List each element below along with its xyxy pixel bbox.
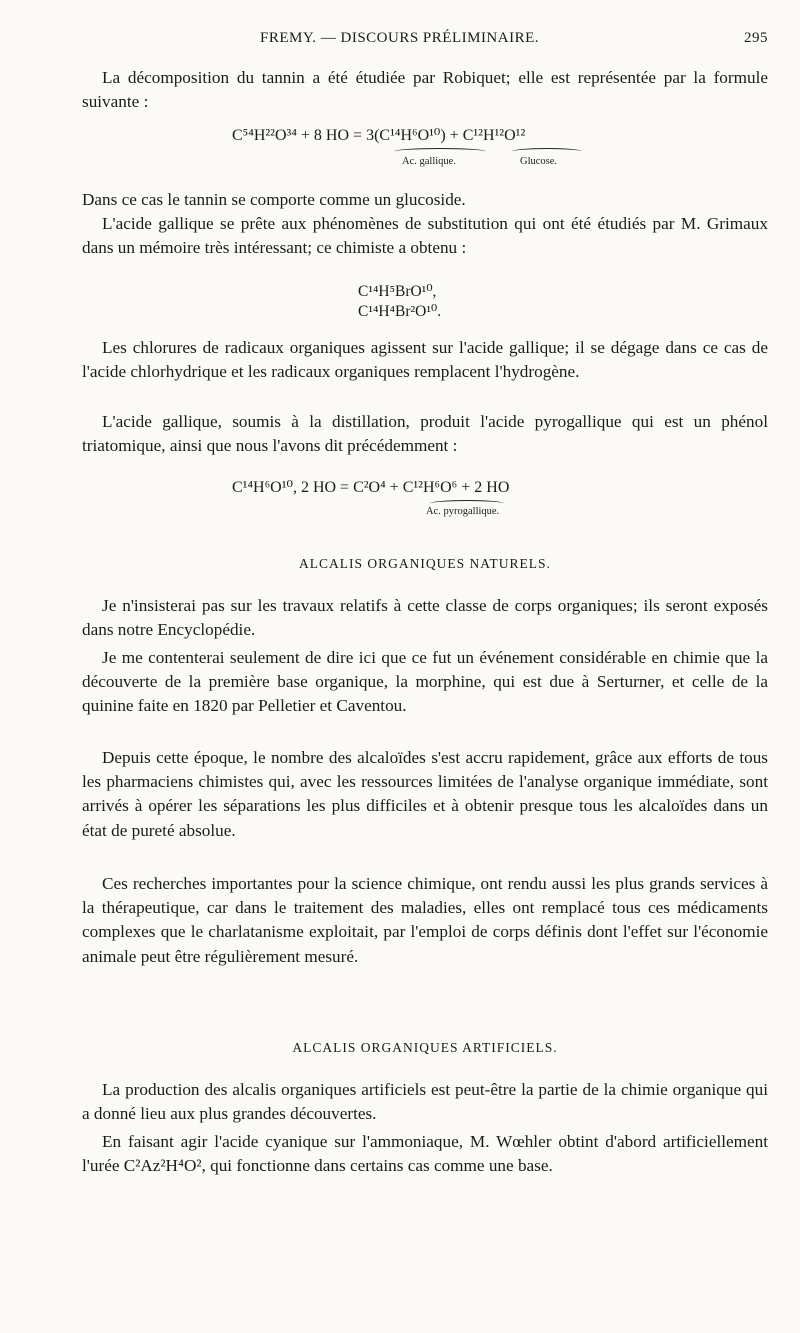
paragraph-insist bbox=[82, 594, 768, 642]
section-heading-artificial: ALCALIS ORGANIQUES ARTIFICIELS. bbox=[292, 1040, 558, 1055]
equation-tannin: C⁵⁴H²²O³⁴ + 8 HO = 3(C¹⁴H⁶O¹⁰) + C¹²H¹²O¹² bbox=[232, 127, 526, 144]
formula-bromo-1: C¹⁴H⁵BrO¹⁰, bbox=[358, 283, 437, 300]
section-heading-natural: ALCALIS ORGANIQUES NATURELS. bbox=[299, 556, 551, 571]
paragraph-production bbox=[82, 1078, 768, 1126]
paragraph-chlorides bbox=[82, 336, 768, 384]
paragraph-text: Dans ce cas le tannin se comporte comme un glucoside. bbox=[82, 190, 466, 209]
paragraph-text: Je n'insisterai pas sur les travaux relatifs à cette classe de corps organiques; ils seront exposés dans notre Encyclopédie. bbox=[82, 596, 768, 640]
label-gallic-acid: Ac. gallique. bbox=[402, 156, 456, 167]
running-header bbox=[80, 30, 768, 52]
paragraph-text: La décomposition du tannin a été étudiée par Robiquet; elle est représentée par la formule suivante : bbox=[82, 68, 768, 112]
formula-bromo-2: C¹⁴H⁴Br²O¹⁰. bbox=[358, 303, 442, 320]
paragraph-distillation bbox=[82, 410, 768, 458]
paragraph-glucoside bbox=[82, 188, 768, 212]
brace-gallic bbox=[394, 148, 486, 155]
paragraph-text: Les chlorures de radicaux organiques agissent sur l'acide gallique; il se dégage dans ce cas de l'acide chlorhydrique et les radicaux organiques remplacent l'hydrogène. bbox=[82, 338, 768, 382]
paragraph-text: La production des alcalis organiques artificiels est peut-être la partie de la chimie organique qui a donné lieu aux plus grandes découvertes. bbox=[82, 1080, 768, 1124]
label-pyrogallic-acid: Ac. pyrogallique. bbox=[426, 506, 500, 517]
paragraph-text: L'acide gallique, soumis à la distillation, produit l'acide pyrogallique qui est un phénol triatomique, ainsi que nous l'avons dit précédemment : bbox=[82, 412, 768, 456]
header-title: FREMY. — DISCOURS PRÉLIMINAIRE. bbox=[260, 30, 540, 46]
paragraph-text: En faisant agir l'acide cyanique sur l'ammoniaque, M. Wœhler obtint d'abord artificiellement l'urée C²Az²H⁴O², qui fonctionne dans certains cas comme une base. bbox=[82, 1132, 768, 1176]
paragraph-tannin bbox=[82, 66, 768, 114]
page-number: 295 bbox=[744, 30, 768, 46]
paragraph-substitution bbox=[82, 212, 768, 260]
brace-glucose bbox=[512, 148, 582, 155]
paragraph-urea bbox=[82, 1130, 768, 1178]
label-glucose: Glucose. bbox=[520, 156, 558, 167]
paragraph-text: Je me contenterai seulement de dire ici que ce fut un événement considérable en chimie que la découverte de la première base organique, la morphine, qui est due à Serturner, et celle de la quinine faite en 1820 par Pelletier et Caventou. bbox=[82, 648, 768, 716]
equation-pyrogallic: C¹⁴H⁶O¹⁰, 2 HO = C²O⁴ + C¹²H⁶O⁶ + 2 HO bbox=[232, 479, 510, 496]
paragraph-text: Depuis cette époque, le nombre des alcaloïdes s'est accru rapidement, grâce aux efforts de tous les pharmaciens chimistes qui, avec les ressources limitées de l'analyse organique immédiate, sont arrivés à opérer les séparations les plus difficiles et à obtenir presque tous les alcaloïdes dans un état de pureté absolue. bbox=[82, 748, 768, 840]
paragraph-text: Ces recherches importantes pour la science chimique, ont rendu aussi les plus grands services à la thérapeutique, car dans le traitement des maladies, elles ont remplacé tous ces médicaments complexes que le charlatanisme exploitait, par l'emploi de corps définis dont l'effet sur l'économie animale peut être régulièrement mesuré. bbox=[82, 874, 768, 966]
paragraph-alkaloids bbox=[82, 746, 768, 843]
paragraph-text: L'acide gallique se prête aux phénomènes de substitution qui ont été étudiés par M. Grimaux dans un mémoire très intéressant; ce chimiste a obtenu : bbox=[82, 214, 768, 258]
paragraph-morphine bbox=[82, 646, 768, 719]
paragraph-therapeutics bbox=[82, 872, 768, 969]
